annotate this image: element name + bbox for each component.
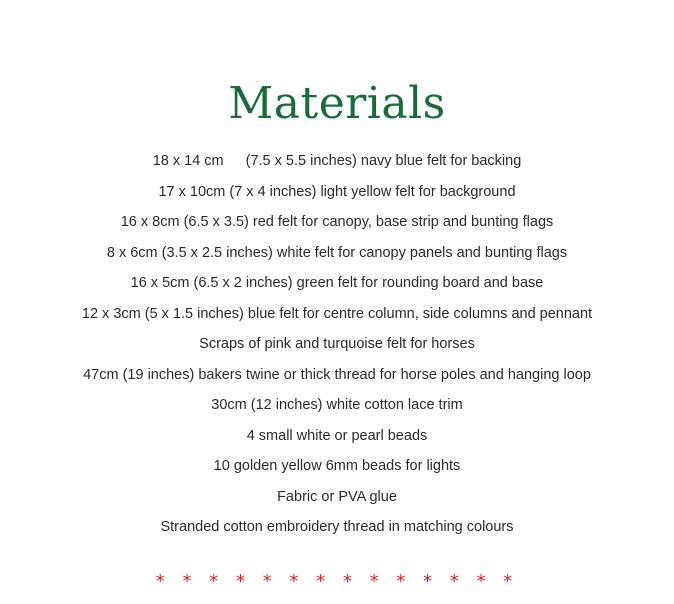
list-item: 4 small white or pearl beads bbox=[246, 427, 428, 444]
list-item: Stranded cotton embroidery thread in matching colours bbox=[160, 519, 514, 535]
list-item: 17 x 10cm (7 x 4 inches) light yellow felt for background bbox=[158, 183, 516, 200]
list-item: 16 x 8cm (6.5 x 3.5) red felt for canopy, base strip and bunting flags bbox=[120, 214, 554, 230]
list-item: 10 golden yellow 6mm beads for lights bbox=[213, 458, 461, 474]
materials-list bbox=[0, 150, 674, 547]
list-item: 30cm (12 inches) white cotton lace trim bbox=[211, 397, 463, 413]
item-description: (7.5 x 5.5 inches) navy blue felt for backing bbox=[245, 153, 522, 169]
list-item: 8 x 6cm (3.5 x 2.5 inches) white felt for canopy panels and bunting flags bbox=[106, 244, 568, 261]
asterisk-divider: * * * * * * * * * * * * * * bbox=[155, 571, 519, 592]
list-item: Fabric or PVA glue bbox=[277, 488, 397, 505]
page-title: Materials bbox=[228, 78, 446, 129]
list-item: Scraps of pink and turquoise felt for horses bbox=[199, 336, 475, 352]
list-item: 16 x 5cm (6.5 x 2 inches) green felt for rounding board and base bbox=[130, 275, 544, 291]
list-item: 12 x 3cm (5 x 1.5 inches) blue felt for centre column, side columns and pennant bbox=[81, 305, 593, 322]
list-item bbox=[0, 150, 674, 172]
item-size: 18 x 14 cm bbox=[152, 153, 224, 169]
list-item: 47cm (19 inches) bakers twine or thick thread for horse poles and hanging loop bbox=[83, 366, 591, 383]
